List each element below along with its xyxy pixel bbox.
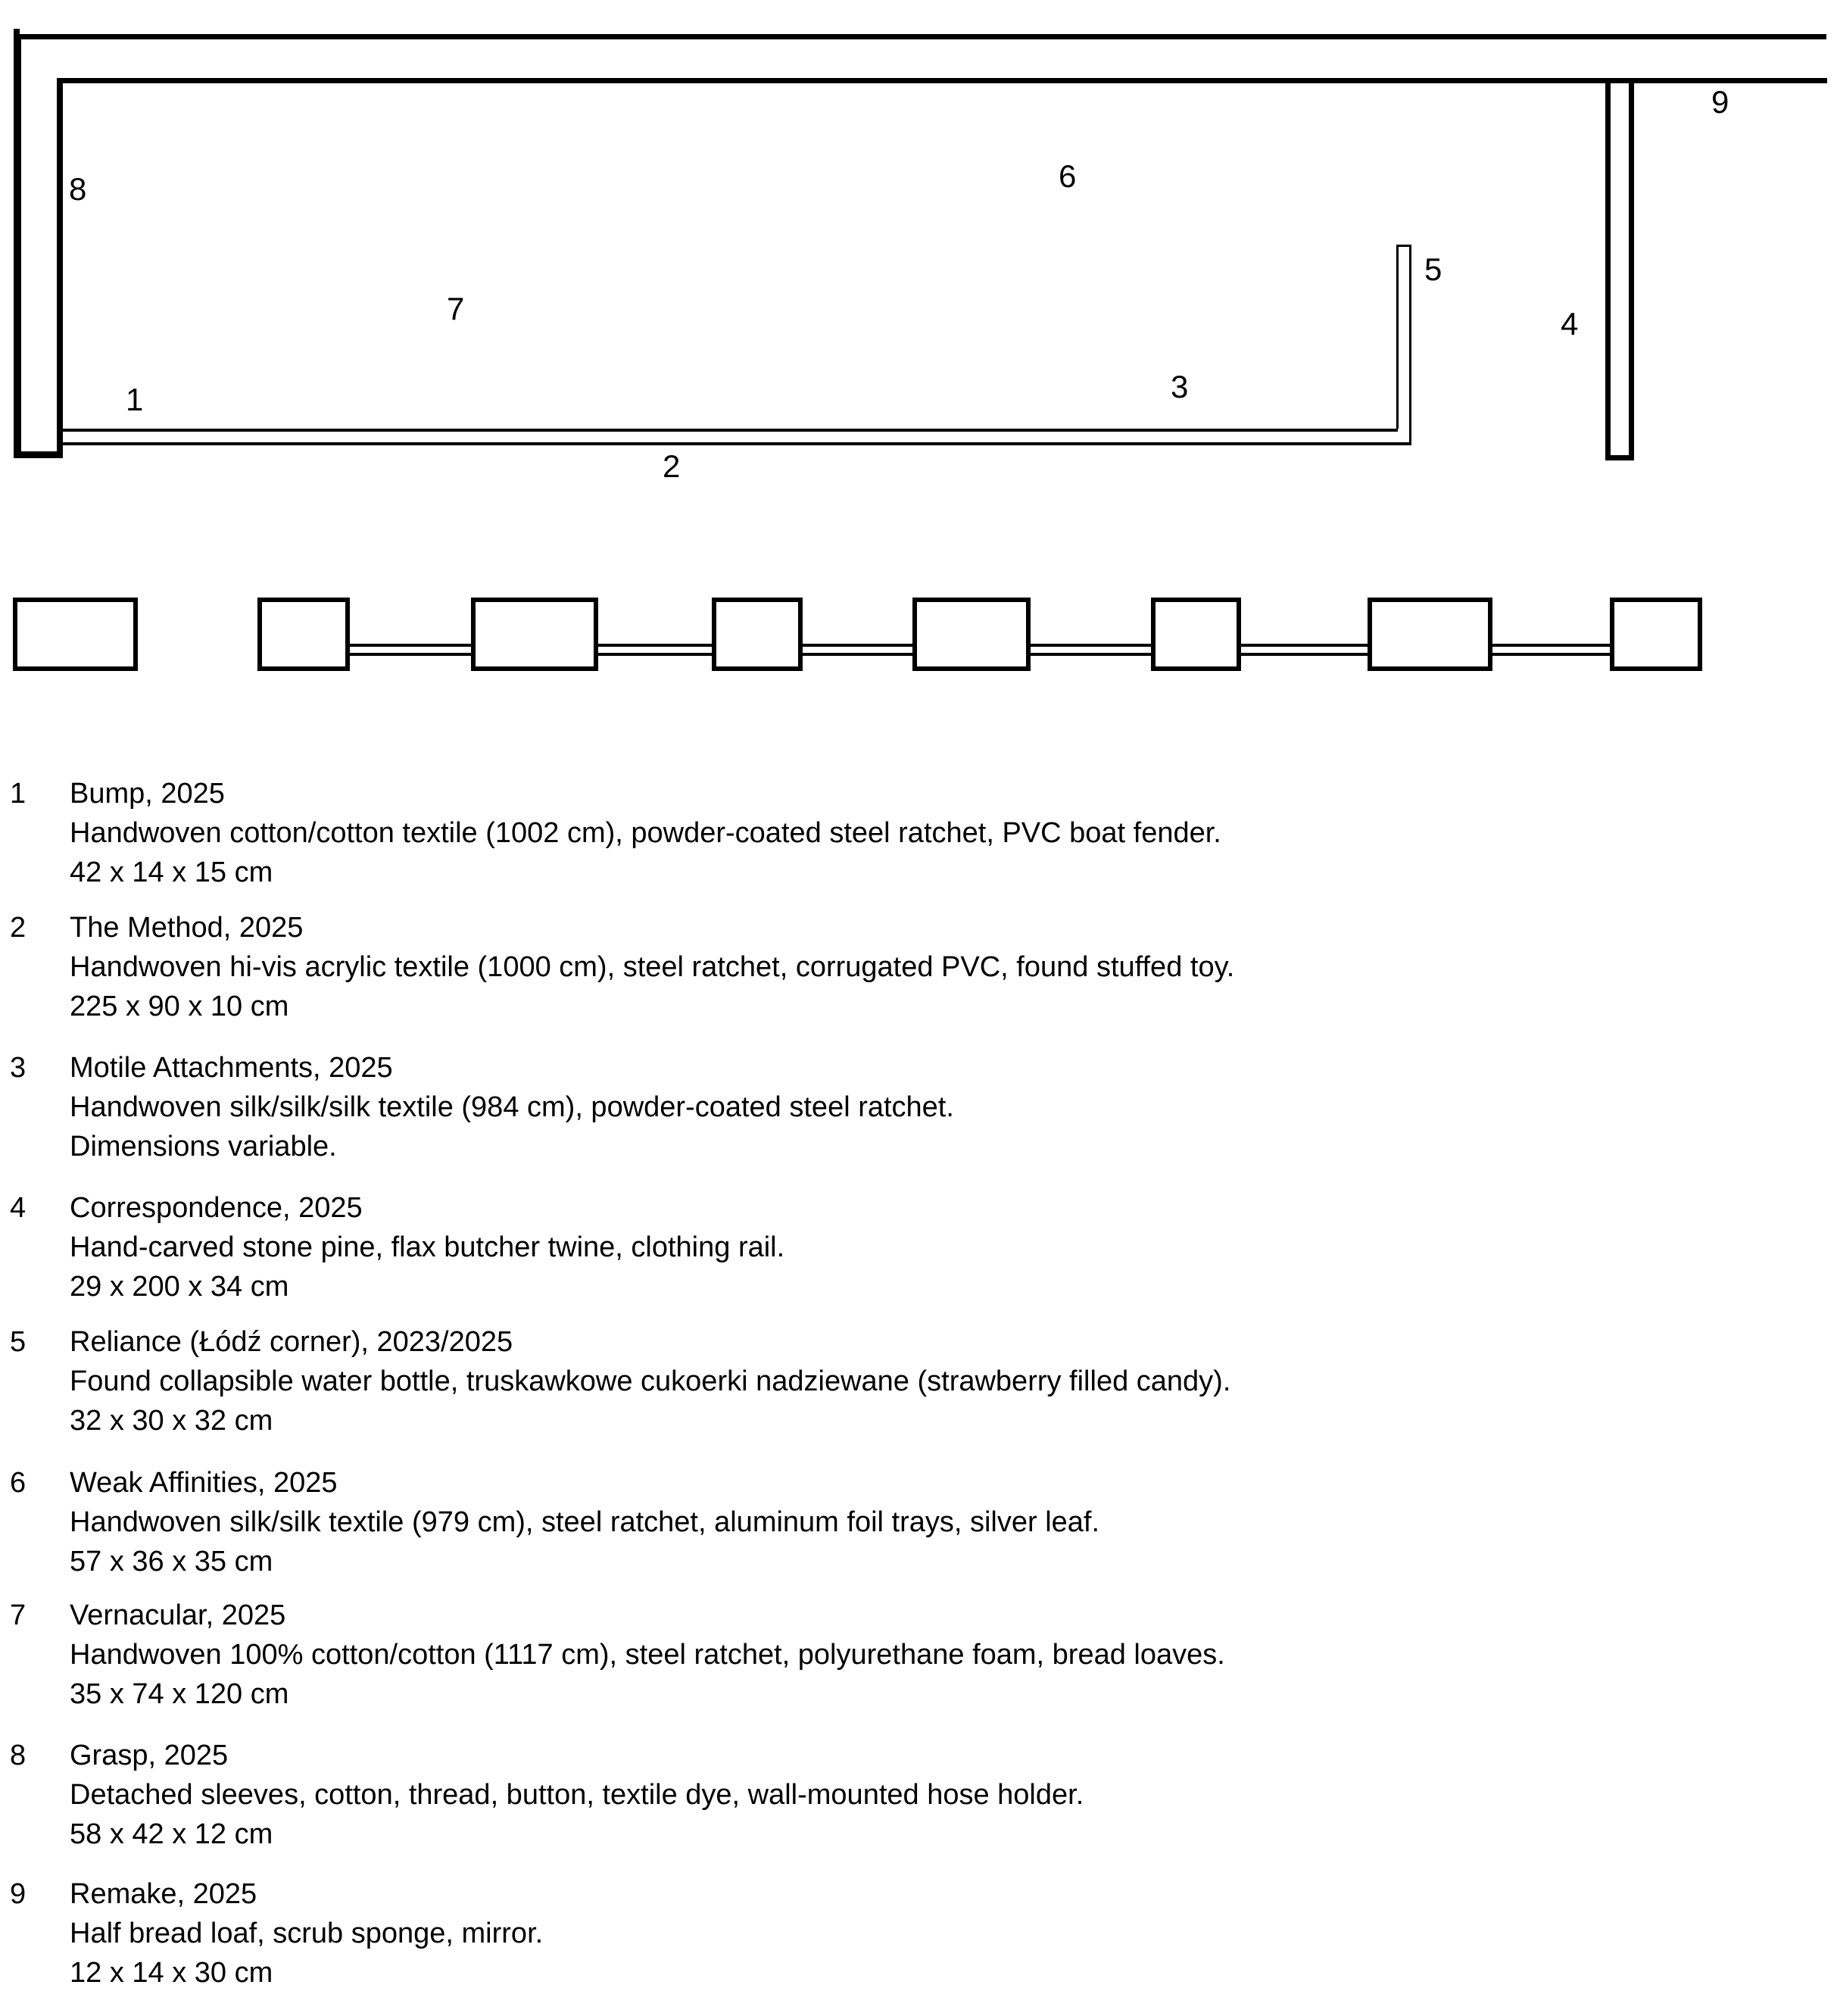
work-materials: Hand-carved stone pine, flax butcher twine, clothing rail.	[70, 1231, 785, 1263]
plan-box-b	[260, 600, 348, 669]
clothing-rail-right-line	[1629, 78, 1634, 460]
work-materials: Detached sleeves, cotton, thread, button, textile dye, wall-mounted hose holder.	[70, 1779, 1084, 1811]
work-entry-3	[0, 1048, 1837, 1166]
clothing-rail-left-line	[1605, 78, 1611, 460]
plan-marker-6: 6	[1059, 158, 1077, 194]
work-materials: Handwoven hi-vis acrylic textile (1000 cm), steel ratchet, corrugated PVC, found stuffed toy.	[70, 951, 1235, 983]
work-number: 2	[10, 912, 27, 944]
work-title: Reliance (Łódź corner), 2023/2025	[70, 1326, 513, 1358]
work-title: Bump, 2025	[70, 778, 225, 810]
work-materials: Handwoven 100% cotton/cotton (1117 cm), steel ratchet, polyurethane foam, bread loaves.	[70, 1639, 1225, 1671]
floor-plan-diagram	[0, 0, 1837, 727]
work-title: Correspondence, 2025	[70, 1192, 363, 1224]
work-entry-2	[0, 908, 1837, 1026]
work-materials: Handwoven silk/silk/silk textile (984 cm), powder-coated steel ratchet.	[70, 1091, 954, 1123]
work-dimensions: 57 x 36 x 35 cm	[70, 1546, 273, 1578]
work-entry-1	[0, 774, 1837, 892]
work-number: 6	[10, 1467, 27, 1499]
plan-box-h	[1612, 600, 1700, 669]
corner-riser-left-line	[1396, 245, 1399, 429]
work-title: Vernacular, 2025	[70, 1599, 286, 1631]
plan-marker-9: 9	[1711, 84, 1729, 120]
work-dimensions: 35 x 74 x 120 cm	[70, 1678, 289, 1710]
plan-marker-4: 4	[1561, 306, 1579, 342]
work-dimensions: 42 x 14 x 15 cm	[70, 857, 273, 888]
work-dimensions: 58 x 42 x 12 cm	[70, 1818, 273, 1850]
work-dimensions: 29 x 200 x 34 cm	[70, 1271, 289, 1303]
plan-box-a	[15, 600, 136, 669]
work-title: The Method, 2025	[70, 912, 304, 944]
box-connector-6	[1490, 644, 1612, 656]
work-number: 7	[10, 1599, 27, 1631]
work-dimensions: 32 x 30 x 32 cm	[70, 1405, 273, 1437]
work-entry-4	[0, 1188, 1837, 1306]
work-number: 1	[10, 778, 27, 810]
work-materials: Handwoven silk/silk textile (979 cm), steel ratchet, aluminum foil trays, silver leaf.	[70, 1506, 1100, 1538]
work-entry-9	[0, 1874, 1837, 1993]
box-connector-3	[800, 644, 915, 656]
work-materials: Handwoven cotton/cotton textile (1002 cm), powder-coated steel ratchet, PVC boat fender.	[70, 817, 1221, 849]
work-entry-6	[0, 1463, 1837, 1581]
wall-outer-left	[14, 34, 21, 458]
plan-marker-3: 3	[1171, 369, 1189, 404]
work-title: Weak Affinities, 2025	[70, 1467, 338, 1499]
work-materials: Half bread loaf, scrub sponge, mirror.	[70, 1918, 544, 1949]
work-number: 8	[10, 1740, 27, 1771]
textile-run-lower-line	[63, 442, 1411, 445]
work-entry-5	[0, 1322, 1837, 1440]
work-materials: Found collapsible water bottle, truskawkowe cukoerki nadziewane (strawberry filled candy).	[70, 1365, 1231, 1397]
plan-box-g	[1370, 600, 1490, 669]
plan-box-c	[473, 600, 596, 669]
box-connector-2	[596, 644, 714, 656]
plan-box-d	[714, 600, 800, 669]
work-number: 3	[10, 1052, 27, 1084]
wall-outer-top	[14, 34, 1826, 39]
wall-outer-left-bottom-cap	[14, 451, 63, 458]
plan-marker-2: 2	[663, 448, 681, 484]
plan-box-e	[915, 600, 1028, 669]
work-title: Grasp, 2025	[70, 1740, 229, 1771]
corner-riser-right-line	[1409, 245, 1411, 445]
work-number: 4	[10, 1192, 27, 1224]
work-entry-7	[0, 1596, 1837, 1714]
plan-box-f	[1153, 600, 1239, 669]
corner-riser-top-cap	[1396, 245, 1411, 247]
textile-run-upper-line	[63, 429, 1398, 432]
plan-marker-5: 5	[1424, 251, 1442, 287]
box-connector-1	[348, 644, 473, 656]
work-entry-8	[0, 1736, 1837, 1854]
plan-marker-8: 8	[69, 171, 87, 207]
box-connector-5	[1239, 644, 1370, 656]
clothing-rail-bottom-cap	[1605, 455, 1634, 460]
plan-marker-1: 1	[126, 382, 144, 417]
box-connector-4	[1028, 644, 1153, 656]
wall-inner-top	[57, 78, 1827, 83]
work-dimensions: 225 x 90 x 10 cm	[70, 991, 289, 1022]
plan-marker-7: 7	[447, 291, 465, 326]
wall-inner-left	[57, 78, 63, 453]
work-number: 9	[10, 1878, 27, 1910]
work-title: Motile Attachments, 2025	[70, 1052, 393, 1084]
work-number: 5	[10, 1326, 27, 1358]
work-dimensions: Dimensions variable.	[70, 1131, 337, 1162]
work-dimensions: 12 x 14 x 30 cm	[70, 1957, 273, 1989]
work-title: Remake, 2025	[70, 1878, 257, 1910]
